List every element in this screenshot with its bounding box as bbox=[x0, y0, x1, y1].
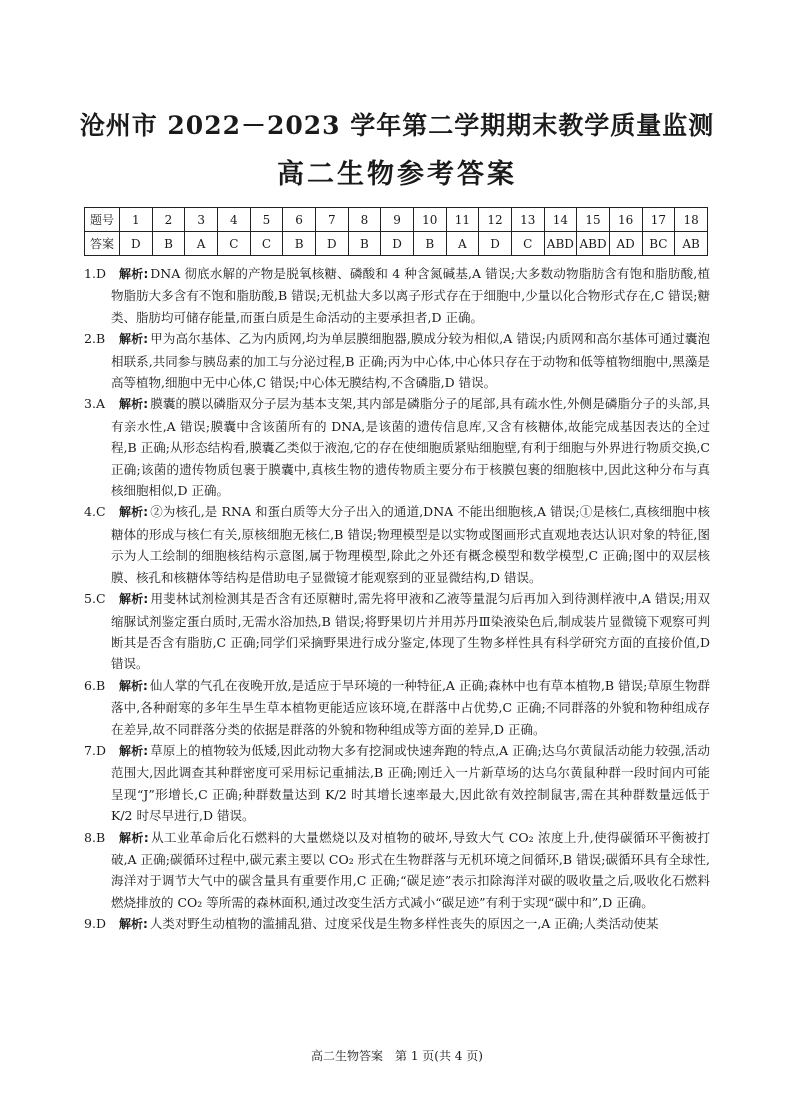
question-analysis bbox=[84, 588, 710, 675]
question-number: 8.B bbox=[84, 829, 106, 845]
table-cell: 18 bbox=[675, 208, 708, 232]
page-footer: 高二生物答案 第 1 页(共 4 页) bbox=[311, 1049, 483, 1063]
question-analysis bbox=[84, 393, 710, 501]
analysis-label: 解析: bbox=[119, 743, 149, 758]
table-cell: D bbox=[479, 232, 512, 256]
table-cell: B bbox=[348, 232, 381, 256]
table-cell: 7 bbox=[315, 208, 348, 232]
table-cell: 3 bbox=[185, 208, 218, 232]
table-cell: AB bbox=[675, 232, 708, 256]
table-cell: 8 bbox=[348, 208, 381, 232]
table-cell: 1 bbox=[120, 208, 153, 232]
table-cell: A bbox=[185, 232, 218, 256]
table-cell: 2 bbox=[152, 208, 185, 232]
analysis-text: 人类对野生动植物的滥捕乱猎、过度采伐是生物多样性丧失的原因之一,A 正确;人类活动使某 bbox=[149, 916, 659, 932]
table-cell: A bbox=[446, 232, 479, 256]
table-cell: 14 bbox=[544, 208, 577, 232]
table-cell: C bbox=[250, 232, 283, 256]
table-cell: ABD bbox=[544, 232, 577, 256]
analysis-text: 从工业革命后化石燃料的大量燃烧以及对植物的破坏,导致大气 CO₂ 浓度上升,使得碳循环平衡被打破,A 正确;碳循环过程中,碳元素主要以 CO₂ 形式在生物群落与无机环境之间循环,B 错误;碳循环具有全球性,海洋对于调节大气中的碳含量具有重要作用,C 正确;“碳足迹”表示扣除海洋对碳的吸收量之后,吸收化石燃料燃烧排放的 CO₂ 等所需的森林面积,通过改变生活方式减小“碳足迹”有利于实现“碳中和”,D 正确。 bbox=[111, 829, 710, 910]
table-cell: 9 bbox=[381, 208, 414, 232]
table-cell: B bbox=[152, 232, 185, 256]
table-cell: B bbox=[283, 232, 316, 256]
question-number: 5.C bbox=[84, 591, 106, 607]
analysis-label: 解析: bbox=[119, 505, 149, 520]
question-number: 9.D bbox=[84, 916, 106, 932]
analysis-list bbox=[84, 263, 710, 936]
question-analysis bbox=[84, 263, 710, 328]
answer-row bbox=[85, 232, 708, 256]
table-cell: 15 bbox=[577, 208, 610, 232]
analysis-label: 解析: bbox=[119, 397, 149, 412]
table-cell: 6 bbox=[283, 208, 316, 232]
analysis-label: 解析: bbox=[119, 830, 149, 845]
analysis-text: 草原上的植物较为低矮,因此动物大多有挖洞或快速奔跑的特点,A 正确;达乌尔黄鼠活动能力较强,活动范围大,因此调查其种群密度可采用标记重捕法,B 正确;刚迁入一片新草场的达乌尔黄鼠种群一段时间内可能呈现“J”形增长,C 正确;种群数量达到 K/2 时其增长速率最大,因此欲有效控制鼠害,需在其种群数量远低于 K/2 时尽早进行,D 错误。 bbox=[111, 742, 710, 824]
table-cell: 4 bbox=[217, 208, 250, 232]
analysis-label: 解析: bbox=[119, 267, 149, 281]
question-analysis bbox=[84, 675, 710, 740]
table-cell: D bbox=[120, 232, 153, 256]
question-analysis bbox=[84, 913, 710, 935]
table-cell: C bbox=[511, 232, 544, 256]
table-cell: C bbox=[217, 232, 250, 256]
table-cell: 12 bbox=[479, 208, 512, 232]
table-cell: 16 bbox=[609, 208, 642, 232]
answer-table bbox=[84, 207, 708, 256]
analysis-label: 解析: bbox=[119, 332, 149, 347]
question-number: 6.B bbox=[84, 677, 106, 693]
table-cell: ABD bbox=[577, 232, 610, 256]
question-number: 1.D bbox=[84, 266, 106, 281]
analysis-text: ②为核孔,是 RNA 和蛋白质等大分子出入的通道,DNA 不能出细胞核,A 错误;①是核仁,真核细胞中核糖体的形成与核仁有关,原核细胞无核仁,B 错误;物理模型是以实物或图画形式直观地表达认识对象的特征,图示为人工绘制的细胞核结构示意图,属于物理模型,除此之外还有概念模型和数学模型,C 正确;图中的双层核膜、核孔和核糖体等结构是借助电子显微镜才能观察到的亚显微结构,D 错误。 bbox=[111, 504, 710, 585]
question-analysis bbox=[84, 328, 710, 393]
table-cell: BC bbox=[642, 232, 675, 256]
question-number: 4.C bbox=[84, 504, 106, 520]
exam-title: 沧州市 2022－2023 学年第二学期期末教学质量监测 bbox=[79, 111, 715, 140]
question-number-row bbox=[85, 208, 708, 232]
table-cell: D bbox=[315, 232, 348, 256]
table-cell: 11 bbox=[446, 208, 479, 232]
question-analysis bbox=[84, 740, 710, 827]
analysis-label: 解析: bbox=[119, 678, 148, 693]
analysis-text: 仙人掌的气孔在夜晚开放,是适应于旱环境的一种特征,A 正确;森林中也有草本植物,B 错误;草原生物群落中,各种耐寒的多年生旱生草本植物更能适应该环境,在群落中占优势,C 正确;不同群落的外貌和物种组成存在差异,故不同群落分类的依据是群落的外貌和物种组成等方面的差异,D 正确。 bbox=[111, 677, 710, 737]
question-number: 3.A bbox=[84, 396, 105, 412]
analysis-text: 膜囊的膜以磷脂双分子层为基本支架,其内部是磷脂分子的尾部,具有疏水性,外侧是磷脂分子的头部,具有亲水性,A 错误;膜囊中含该菌所有的 DNA,是该菌的遗传信息库,又含有核糖体,故能完成基因表达的全过程,B 正确;从形态结构看,膜囊乙类似于液泡,它的存在使细胞质紧贴细胞壁,有利于细胞与外界进行物质交换,C 正确;该菌的遗传物质包裹于膜囊中,真核生物的遗传物质主要分布于核膜包裹的细胞核中,因此这种分布与真核细胞相似,D 正确。 bbox=[111, 396, 710, 499]
analysis-label: 解析: bbox=[119, 917, 148, 932]
table-cell: 13 bbox=[511, 208, 544, 232]
row-label-number: 题号 bbox=[85, 208, 120, 232]
table-cell: 5 bbox=[250, 208, 283, 232]
row-label-answer: 答案 bbox=[85, 232, 120, 256]
question-number: 7.D bbox=[84, 742, 106, 758]
table-cell: 10 bbox=[413, 208, 446, 232]
analysis-text: DNA 彻底水解的产物是脱氧核糖、磷酸和 4 种含氮碱基,A 错误;大多数动物脂肪含有饱和脂肪酸,植物脂肪大多含有不饱和脂肪酸,B 错误;无机盐大多以离子形式存在于细胞中,少量以化合物形式存在,C 错误;糖类、脂肪均可储存能量,而蛋白质是生命活动的主要承担者,D 正确。 bbox=[111, 266, 710, 325]
question-number: 2.B bbox=[84, 331, 106, 347]
analysis-text: 用斐林试剂检测其是否含有还原糖时,需先将甲液和乙液等量混匀后再加入到待测样液中,A 错误;用双缩脲试剂鉴定蛋白质时,无需水浴加热,B 错误;将野果切片并用苏丹Ⅲ染液染色后,制成装片显微镜下观察可判断其是否含有脂肪,C 正确;同学们采摘野果进行成分鉴定,体现了生物多样性具有科学研究方面的直接价值,D 错误。 bbox=[111, 591, 710, 672]
analysis-label: 解析: bbox=[119, 592, 149, 607]
table-cell: 17 bbox=[642, 208, 675, 232]
question-analysis bbox=[84, 827, 710, 914]
table-cell: D bbox=[381, 232, 414, 256]
analysis-text: 甲为高尔基体、乙为内质网,均为单层膜细胞器,膜成分较为相似,A 错误;内质网和高尔基体可通过囊泡相联系,共同参与胰岛素的加工与分泌过程,B 正确;丙为中心体,中心体只存在于动物和低等植物细胞中,黑藻是高等植物,细胞中无中心体,C 错误;中心体无膜结构,不含磷脂,D 错误。 bbox=[111, 331, 710, 391]
table-cell: B bbox=[413, 232, 446, 256]
question-analysis bbox=[84, 501, 710, 588]
table-cell: AD bbox=[609, 232, 642, 256]
answer-key-title: 高二生物参考答案 bbox=[277, 159, 517, 190]
